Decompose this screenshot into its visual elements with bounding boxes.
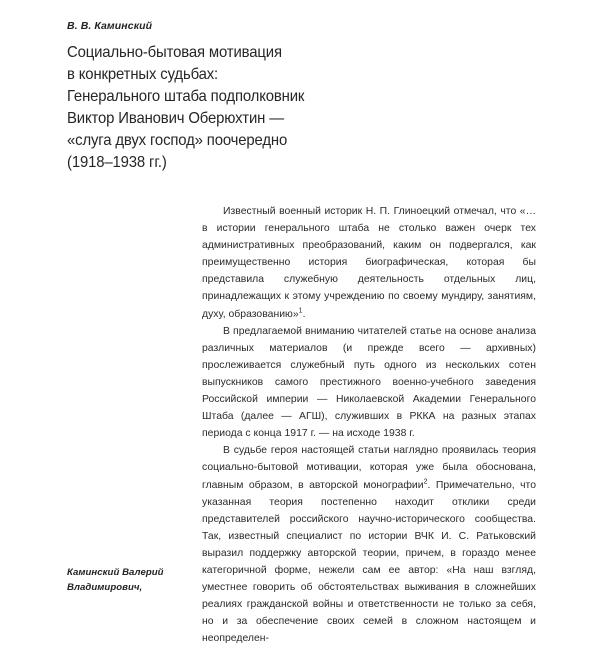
- body-paragraph: [202, 323, 536, 443]
- title-line-4: Виктор Иванович Оберюхтин —: [67, 110, 284, 127]
- author-note-line-2: Владимирович,: [67, 581, 143, 593]
- paragraph-text: В предлагаемой вниманию читателей статье на основе анализа различных материалов (и прежде всего — архивных) прослеживается служебный путь одного из нескольких сотен выпускников самого престижного военно-учебного заведения Российской империи — Николаевской Академии Генерального Штаба (далее — АГШ), служивших в РККА на разных этапах периода с конца 1917 г. — на исходе 1938 г.: [202, 325, 536, 440]
- footnote-marker[interactable]: 2: [423, 478, 428, 486]
- author-note-line-1: Каминский Валерий: [67, 567, 164, 578]
- body-paragraph: [202, 442, 536, 647]
- title-block: [67, 20, 397, 174]
- paragraph-text-tail: .: [302, 308, 306, 320]
- paragraph-text-tail: . Примечательно, что указанная теория постепенно находит отклики среди представителей российского научно-исторического сообщества. Так, известный специалист по истории ВЧК И. С. Ратьковский выразил поддержку авторской теории, причем, в гораздо менее категоричной форме, нежели сам ее автор: «На наш взгляд, уместнее говорить об обстоятельствах выживания в сложнейших реалиях гражданской войны и ответственности не только за себя, но и за обеспечение своих семей в сложном настоящем и неопределен-: [202, 479, 536, 645]
- author-affiliation-note: [67, 566, 185, 595]
- footnote-marker[interactable]: 1: [298, 307, 303, 315]
- body-text-column: [202, 203, 536, 647]
- body-paragraph: [202, 203, 536, 323]
- title-line-2: в конкретных судьбах:: [67, 66, 219, 83]
- paragraph-text: В судьбе героя настоящей статьи наглядно проявилась теория социально-бытовой мотивации, которая уже была обоснована, главным образом, в авторской монографии: [202, 445, 536, 491]
- title-line-6: (1918–1938 гг.): [67, 154, 167, 171]
- author-byline: В. В. Каминский: [67, 20, 153, 32]
- article-title: [67, 42, 382, 174]
- title-line-1: Социально-бытовая мотивация: [67, 44, 282, 61]
- paragraph-text: Известный военный историк Н. П. Глиноецкий отмечал, что «…в истории генерального штаба не столько важен очерк тех административных преобразований, каким он подвергался, как преимущественно история биографическая, которая бы представила служебную деятельность отдельных лиц, принадлежащих к этому учреждению по своему мундиру, занятиям, духу, образованию»: [202, 206, 536, 320]
- title-line-3: Генерального штаба подполковник: [67, 88, 305, 105]
- title-line-5: «слуга двух господ» поочередно: [67, 132, 288, 149]
